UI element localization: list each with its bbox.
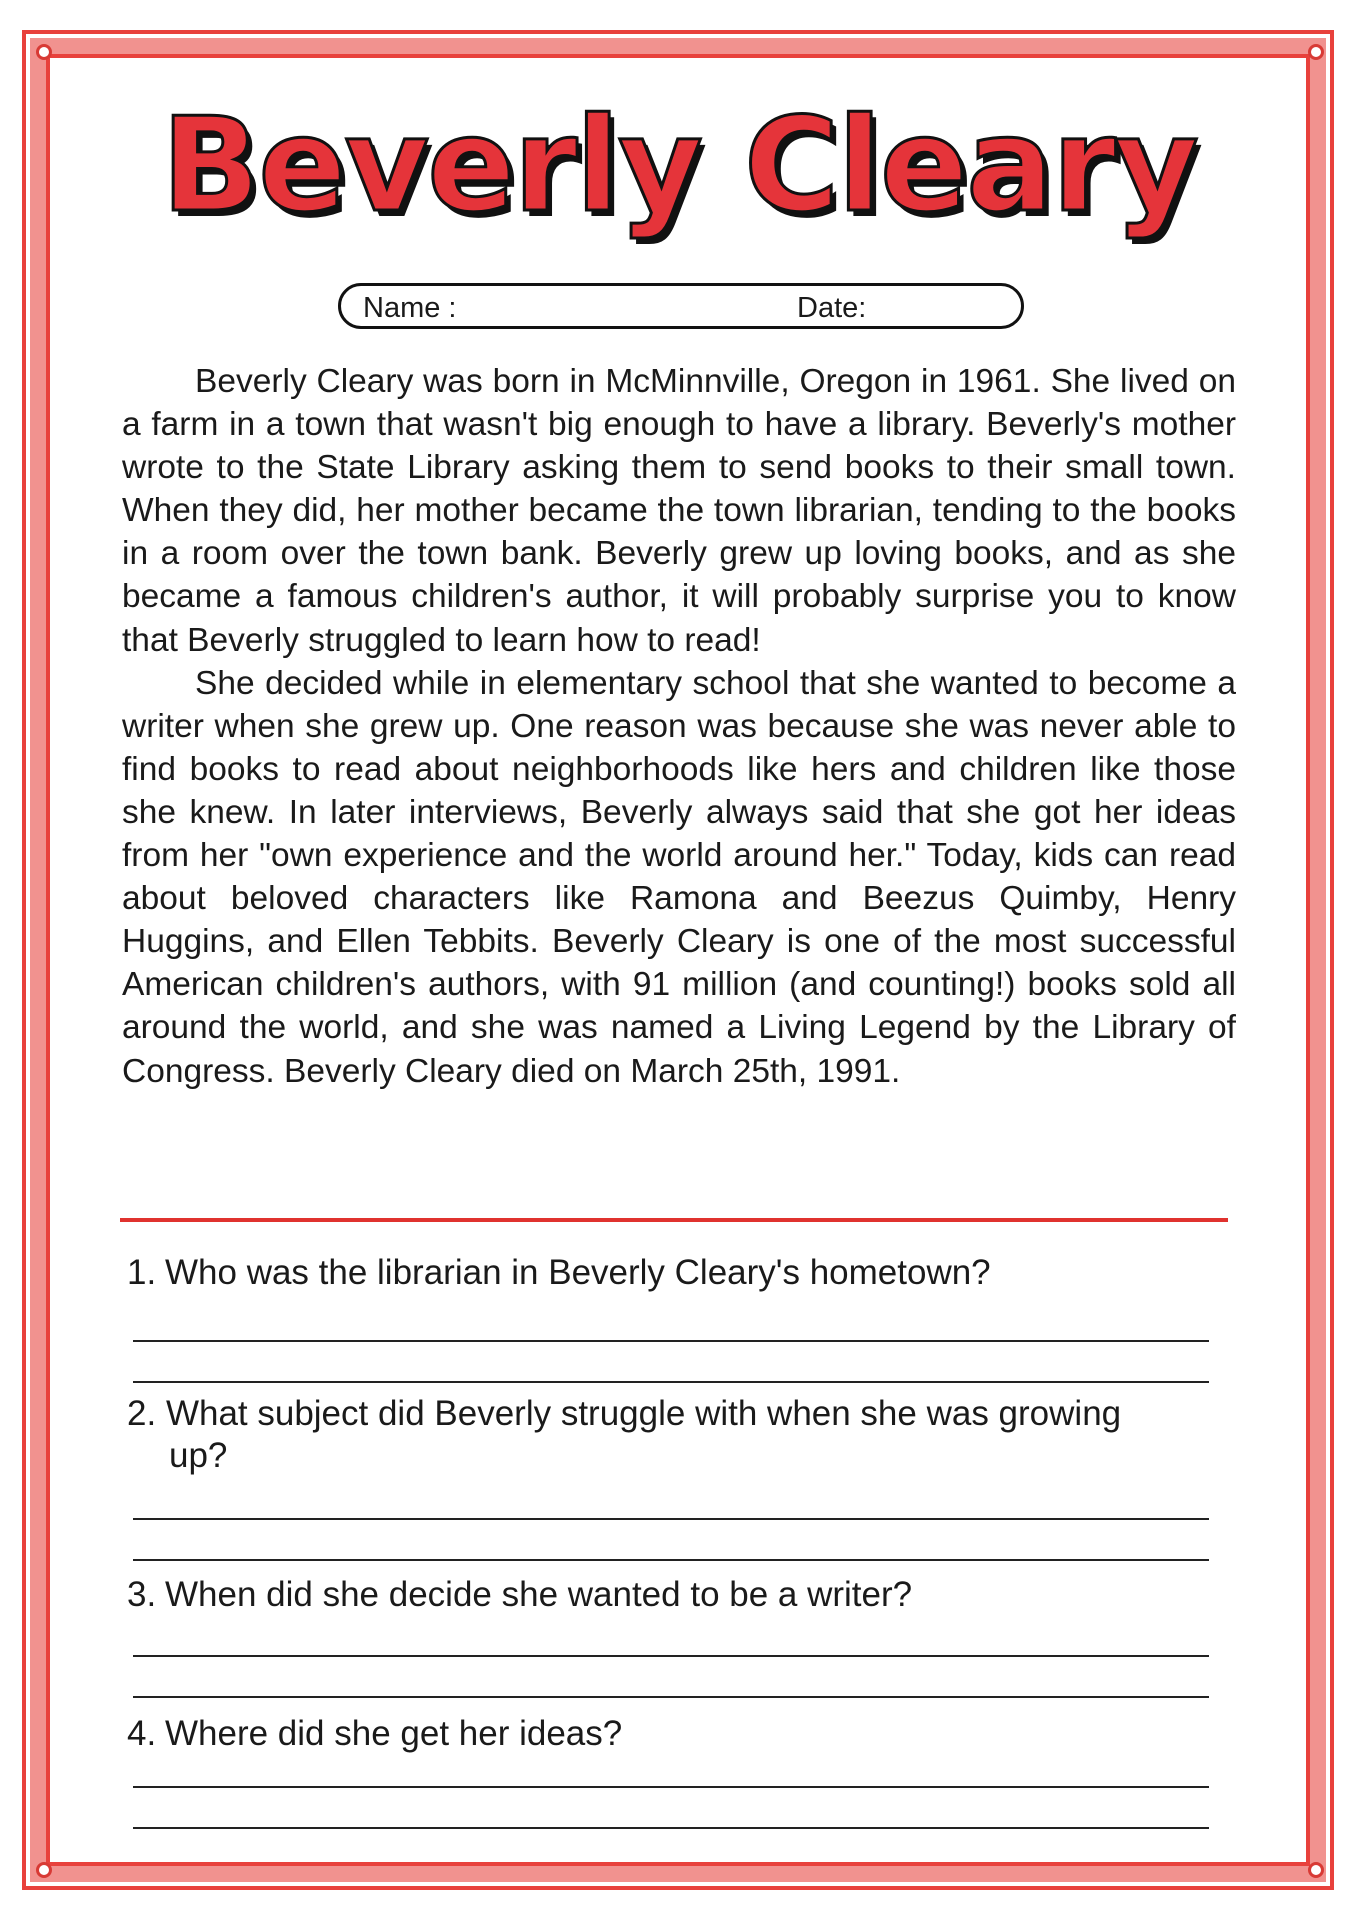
passage-paragraph: Beverly Cleary was born in McMinnville, Oregon in 1961. She lived on a farm in a town that wasn't big enough to have a library. Beverly's mother wrote to the State Library asking them to send books to their small town. When they did, her mother became the town librarian, tending to the books in a room over the town bank. Beverly grew up loving books, and as she became a famous children's author, it will probably surprise you to know that Beverly struggled to learn how to read! bbox=[122, 363, 1236, 659]
question-2 bbox=[127, 1393, 1149, 1477]
passage-paragraph: She decided while in elementary school that she wanted to become a writer when she grew up. One reason was because she was never able to find books to read about neighborhoods like hers and children like those she knew. In later interviews, Beverly always said that she got her ideas from her "own experience and the world around her." Today, kids can read about beloved characters like Ramona and Beezus Quimby, Henry Huggins, and Ellen Tebbits. Beverly Cleary is one of the most successful American children's authors, with 91 million (and counting!) books sold all around the world, and she was named a Living Legend by the Library of Congress. Beverly Cleary died on March 25th, 1991. bbox=[122, 664, 1236, 1090]
answer-line-q4-a[interactable] bbox=[133, 1786, 1209, 1788]
question-text: When did she decide she wanted to be a writer? bbox=[165, 1575, 913, 1614]
question-4 bbox=[127, 1713, 1127, 1755]
question-number: 4. bbox=[127, 1714, 157, 1753]
question-number: 2. bbox=[127, 1394, 157, 1433]
date-label: Date: bbox=[797, 292, 867, 324]
corner-rivet-bottom-left bbox=[36, 1862, 52, 1878]
worksheet-title: Beverly Cleary bbox=[161, 89, 1197, 241]
answer-line-q1-b[interactable] bbox=[133, 1381, 1209, 1383]
answer-line-q3-a[interactable] bbox=[133, 1655, 1209, 1657]
corner-rivet-top-left bbox=[36, 44, 52, 60]
question-text: Who was the librarian in Beverly Cleary's hometown? bbox=[165, 1253, 991, 1292]
answer-line-q2-b[interactable] bbox=[133, 1559, 1209, 1561]
answer-line-q1-a[interactable] bbox=[133, 1340, 1209, 1342]
answer-line-q4-b[interactable] bbox=[133, 1827, 1209, 1829]
corner-rivet-bottom-right bbox=[1308, 1862, 1324, 1878]
name-date-field[interactable] bbox=[338, 283, 1024, 329]
question-number: 1. bbox=[127, 1253, 157, 1292]
answer-line-q3-b[interactable] bbox=[133, 1696, 1209, 1698]
question-text: What subject did Beverly struggle with when she was growing up? bbox=[165, 1394, 1122, 1475]
section-divider bbox=[120, 1218, 1228, 1222]
name-label: Name : bbox=[363, 292, 457, 324]
question-3 bbox=[127, 1574, 1127, 1616]
question-number: 3. bbox=[127, 1575, 157, 1614]
question-text: Where did she get her ideas? bbox=[165, 1714, 623, 1753]
answer-line-q2-a[interactable] bbox=[133, 1518, 1209, 1520]
corner-rivet-top-right bbox=[1308, 44, 1324, 60]
question-1 bbox=[127, 1252, 1127, 1294]
reading-passage bbox=[122, 360, 1236, 1093]
